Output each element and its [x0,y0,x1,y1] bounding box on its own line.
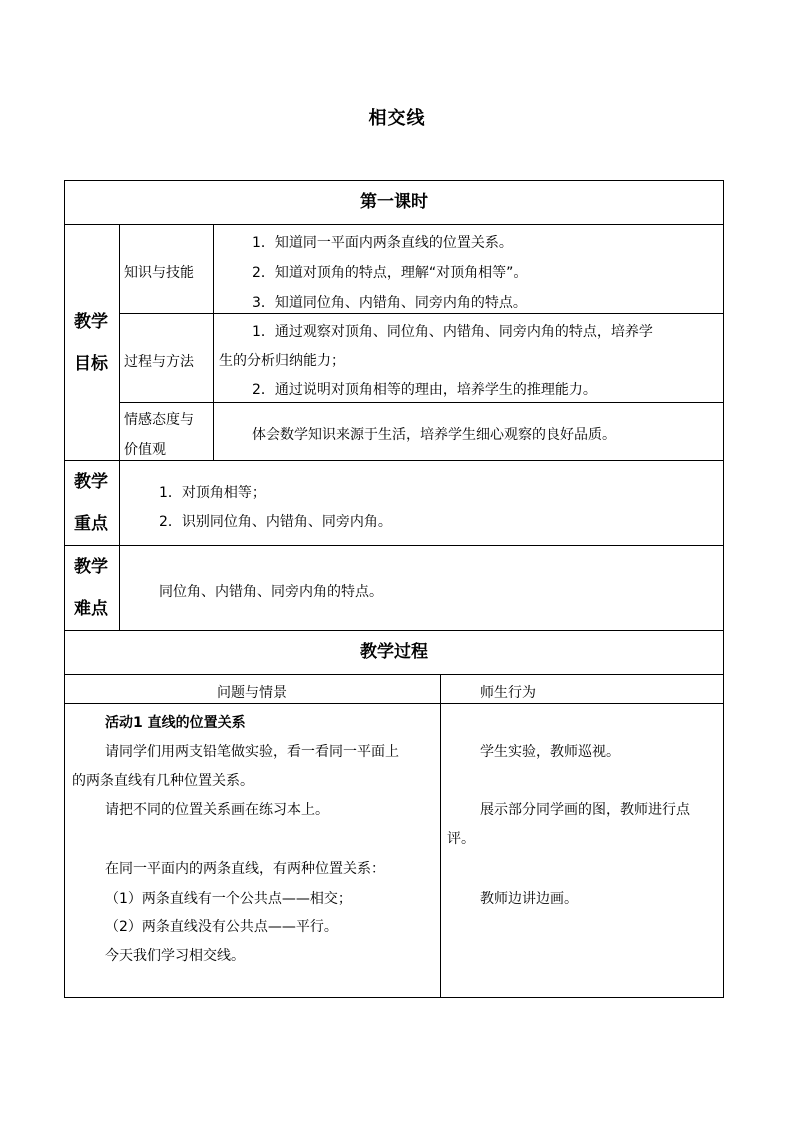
process-line: 2．通过说明对顶角相等的理由，培养学生的推理能力。 [252,382,597,398]
keypoints-header-line2: 重点 [74,514,108,534]
keypoints-header-line1: 教学 [74,472,108,492]
lesson-heading: 第一课时 [360,192,428,212]
left-line: 今天我们学习相交线。 [105,948,245,964]
process-line: 生的分析归纳能力； [219,353,345,369]
col-header-left: 问题与情景 [217,685,287,701]
left-line: （1）两条直线有一个公共点——相交； [105,891,352,907]
row-divider [64,460,724,461]
row-divider [64,674,724,675]
left-line: 请同学们用两支铅笔做实验，看一看同一平面上 [105,744,399,760]
emotion-text: 体会数学知识来源于生活，培养学生细心观察的良好品质。 [252,427,616,443]
difficulty-text: 同位角、内错角、同旁内角的特点。 [159,584,383,600]
knowledge-item: 3．知道同位角、内错角、同旁内角的特点。 [252,295,527,311]
knowledge-item: 2．知道对顶角的特点，理解“对顶角相等”。 [252,265,528,281]
process-section-title: 教学过程 [360,642,428,662]
row-divider [64,630,724,631]
right-line: 评。 [447,831,475,847]
left-line: （2）两条直线没有公共点——平行。 [105,919,338,935]
row-divider [119,402,724,403]
knowledge-label: 知识与技能 [124,265,194,281]
process-line: 1．通过观察对顶角、同位角、内错角、同旁内角的特点，培养学 [252,324,653,340]
left-line: 在同一平面内的两条直线，有两种位置关系： [105,861,385,877]
row-divider [64,703,724,704]
left-line: 的两条直线有几种位置关系。 [72,773,254,789]
keypoint-item: 2．识别同位角、内错角、同旁内角。 [159,514,392,530]
difficulties-header-line1: 教学 [74,557,108,577]
row-divider [64,224,724,225]
keypoint-item: 1．对顶角相等； [159,485,266,501]
page-title: 相交线 [368,108,426,129]
col-divider [213,224,214,460]
activity-title: 活动1 直线的位置关系 [105,715,246,731]
goals-header-line1: 教学 [74,312,108,332]
col-divider [440,674,441,998]
goals-header-line2: 目标 [74,354,108,374]
col-header-right: 师生行为 [480,685,536,701]
col-divider [119,224,120,630]
row-divider [119,313,724,314]
left-line: 请把不同的位置关系画在练习本上。 [105,802,329,818]
process-label: 过程与方法 [124,354,194,370]
right-line: 教师边讲边画。 [480,891,578,907]
emotion-label-line1: 情感态度与 [124,412,194,428]
emotion-label-line2: 价值观 [124,442,166,458]
right-line: 学生实验，教师巡视。 [480,744,620,760]
right-line: 展示部分同学画的图，教师进行点 [480,802,690,818]
knowledge-item: 1．知道同一平面内两条直线的位置关系。 [252,235,513,251]
row-divider [64,545,724,546]
difficulties-header-line2: 难点 [74,599,108,619]
